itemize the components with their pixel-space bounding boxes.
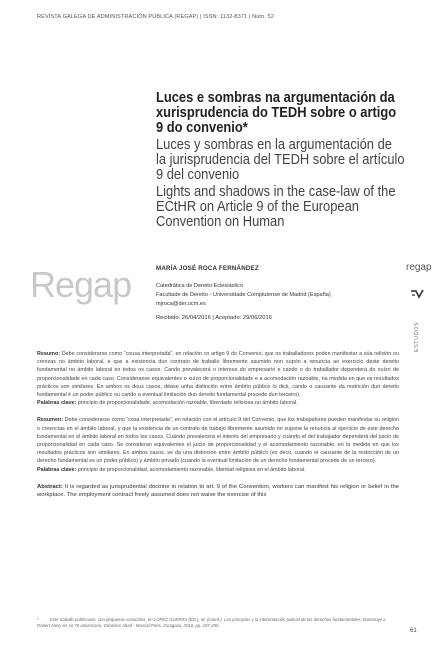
abstract-galician [37, 350, 399, 407]
received-accepted-dates: Recibido: 26/04/2016 | Aceptado: 29/06/2016 [156, 315, 272, 321]
author-name: MARÍA JOSÉ ROCA FERNÁNDEZ [156, 265, 259, 272]
article-title-spanish: Luces y sombras en la argumentación de la jurisprudencia del TEDH sobre el artículo 9 del convenio [156, 136, 405, 183]
abstract-english [37, 483, 399, 500]
abstract-en-text: It is regarded as jurisprudential doctrine in relation to art. 9 of the Convention, workers can manifest his religion or belief in the workplace. The employment contract freely assumed does not waive the exercise of this [37, 483, 400, 499]
footnote-text: Este traballo publicouse, con pequenas variacións, en LÓPEZ GUERRA (ED.), M. (coord.): Los principios y la interpretación judicial de los derechos fundamentales: homenaje a Robert Alexy en su 70 aniversario, Giménez Abad - Marcial Pons, Zaragoza, 2016, pp. 187-205. [37, 617, 386, 629]
abstract-spanish [37, 416, 399, 473]
abstracts [37, 350, 399, 509]
galician-emblem-icon [410, 288, 424, 300]
keywords-es: principio de proporcionalidad, acomodamiento razonable, libertad religiosa en el ámbito laboral. [77, 466, 306, 473]
keywords-gl-label: Palabras clave: [37, 400, 77, 407]
title-block [156, 90, 406, 229]
keywords-gl: principio de proporcionalidade, acomodación razoable, liberdade relixiosa no ámbito laboral. [77, 400, 298, 407]
author-email[interactable]: mjroca@der.ucm.es [156, 301, 206, 307]
author-affiliation: Facultade de Dereito - Universidade Complutense de Madrid (España) [156, 292, 331, 298]
abstract-gl-text: Debe considerarse como “cousa interpretada”, en relación co artigo 9 do Convenio, que os traballadores poden manifestar a súa relixión ou crenzas no ámbito laboral, e que a existencia dun contrato de traballo libremente asumido non supón a renuncia ao exercicio deste dereito fundamental no ámbito laboral en todos os casos. Cando prevalecerá o interese do empresario e cando o do traballador dependerá do xuízo de proporcionalidade en cada caso. Consideranse equivalentes o xuízo de proporcionalidade e a acomodación razoable, na medida en que os resultados prácticos son similares. En ambos os dous casos, déase unha distinción entre ámbito público lo dick, cando o causante da restrición dun dereito fundamental é un poder público ou cando a eventual limitación dun dereito fundamental procede dun terceiro). [37, 351, 400, 399]
section-label: ESTUDOS [414, 322, 420, 353]
author-position: Catedrática de Dereito Eclesiástico [156, 283, 244, 289]
running-head: REVISTA GALEGA DE ADMINISTRACIÓN PÚBLICA (REGAP) | ISSN: 1132-8371 | Núm. 52 [37, 14, 274, 20]
page-number: 61 [410, 628, 417, 634]
keywords-es-label: Palabras clave: [37, 466, 77, 473]
article-title-galician: Luces e sombras na argumentación da xurisprudencia do TEDH sobre o artigo 9 do convenio* [156, 89, 397, 136]
author-block [156, 265, 396, 321]
abstract-es-label: Resumen: [37, 417, 64, 424]
side-regap-logo: regap [406, 262, 432, 273]
article-title-english: Lights and shadows in the case-law of the ECtHR on Article 9 of the European Convention on Human [156, 183, 396, 230]
footnote-mark: * [37, 617, 39, 622]
footnote [37, 617, 399, 630]
abstract-es-text: Debe considerarse como “cosa interpretada”, en relación con el artículo 9 del Convenio, que los trabajadores pueden manifestar su religión o creencias en el ámbito laboral, y que la existencia de un contrato de trabajo libremente asumido no supone la renuncia al ejercicio de este derecho fundamental en el ámbito laboral en todos los casos. Cuándo prevalecerá el interés del empresario y cuándo el del trabajador dependerá del juicio de proporcionalidad en cada caso. Se consideran equivalentes el juicio de proporcionalidad y el acomodamiento razonable, en la medida en que los resultados prácticos son similares. En ambos casos, se da una distinción entre ámbito público (es decir, cuando el causante de la restricción de un derecho fundamental es un poder público) y ámbito privado (cuando la eventual limitación de un derecho fundamental procede de un tercero). [37, 417, 399, 465]
abstract-en-label: Abstract: [37, 483, 63, 490]
abstract-gl-label: Resumo: [37, 351, 61, 357]
regap-logo: Regap [30, 264, 132, 305]
